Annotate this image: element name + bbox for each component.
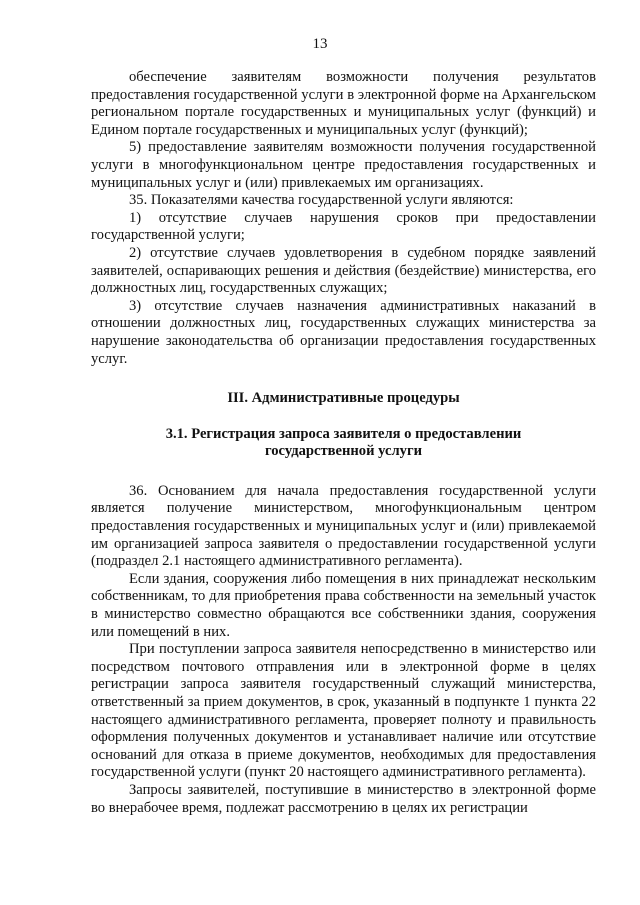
- paragraph: 35. Показателями качества государственной услуги являются:: [129, 192, 514, 209]
- paragraph: 5) предоставление заявителям возможности получения государственной услуги в многофункциональном центре предоставления государственных и муниципальных услуг и (или) привлекаемых им организациях.: [91, 139, 596, 191]
- subsection-heading: 3.1. Регистрация запроса заявителя о предоставлении государственной услуги: [165, 425, 522, 460]
- paragraph: 2) отсутствие случаев удовлетворения в судебном порядке заявлений заявителей, оспаривающих решения и действия (бездействие) министерства, его должностных лиц, государственных служащих;: [91, 244, 596, 297]
- section-heading: III. Административные процедуры: [227, 390, 460, 407]
- page-number: 13: [312, 36, 328, 52]
- paragraph: 1) отсутствие случаев нарушения сроков при предоставлении государственной услуги;: [91, 209, 596, 244]
- paragraph: 3) отсутствие случаев назначения административных наказаний в отношении должностных лиц, государственных служащих министерства за нарушение законодательства об организации предоставления государственных услуг.: [91, 297, 596, 367]
- paragraph: При поступлении запроса заявителя непосредственно в министерство или посредством почтового отправления или в электронной форме в целях регистрации запроса заявителя государственный служащий министерства, ответственный за прием документов, в срок, указанный в подпункте 1 пункта 22 настоящего административного регламента, проверяет полноту и правильность оформления полученных документов и устанавливает наличие или отсутствие оснований для отказа в приеме документов, необходимых для предоставления государственной услуги (пункт 20 настоящего административного регламента).: [91, 641, 596, 781]
- paragraph: Запросы заявителей, поступившие в министерство в электронной форме во внерабочее время, подлежат рассмотрению в целях их регистрации: [91, 781, 596, 816]
- paragraph: 36. Основанием для начала предоставления государственной услуги является получение министерством, многофункциональным центром предоставления государственных и муниципальных услуг и (или) привлекаемой им организацией запроса заявителя о предоставлении государственной услуги (подраздел 2.1 настоящего административного регламента).: [91, 482, 596, 570]
- paragraph: обеспечение заявителям возможности получения результатов предоставления государственной услуги в электронной форме на Архангельском региональном портале государственных и муниципальных услуг (функций) и Едином портале государственных и муниципальных услуг (функций);: [91, 69, 596, 138]
- paragraph: Если здания, сооружения либо помещения в них принадлежат нескольким собственникам, то для приобретения права собственности на земельный участок в министерство совместно обращаются все собственники здания, сооружения или помещений в них.: [91, 570, 596, 640]
- document-body: [91, 69, 596, 817]
